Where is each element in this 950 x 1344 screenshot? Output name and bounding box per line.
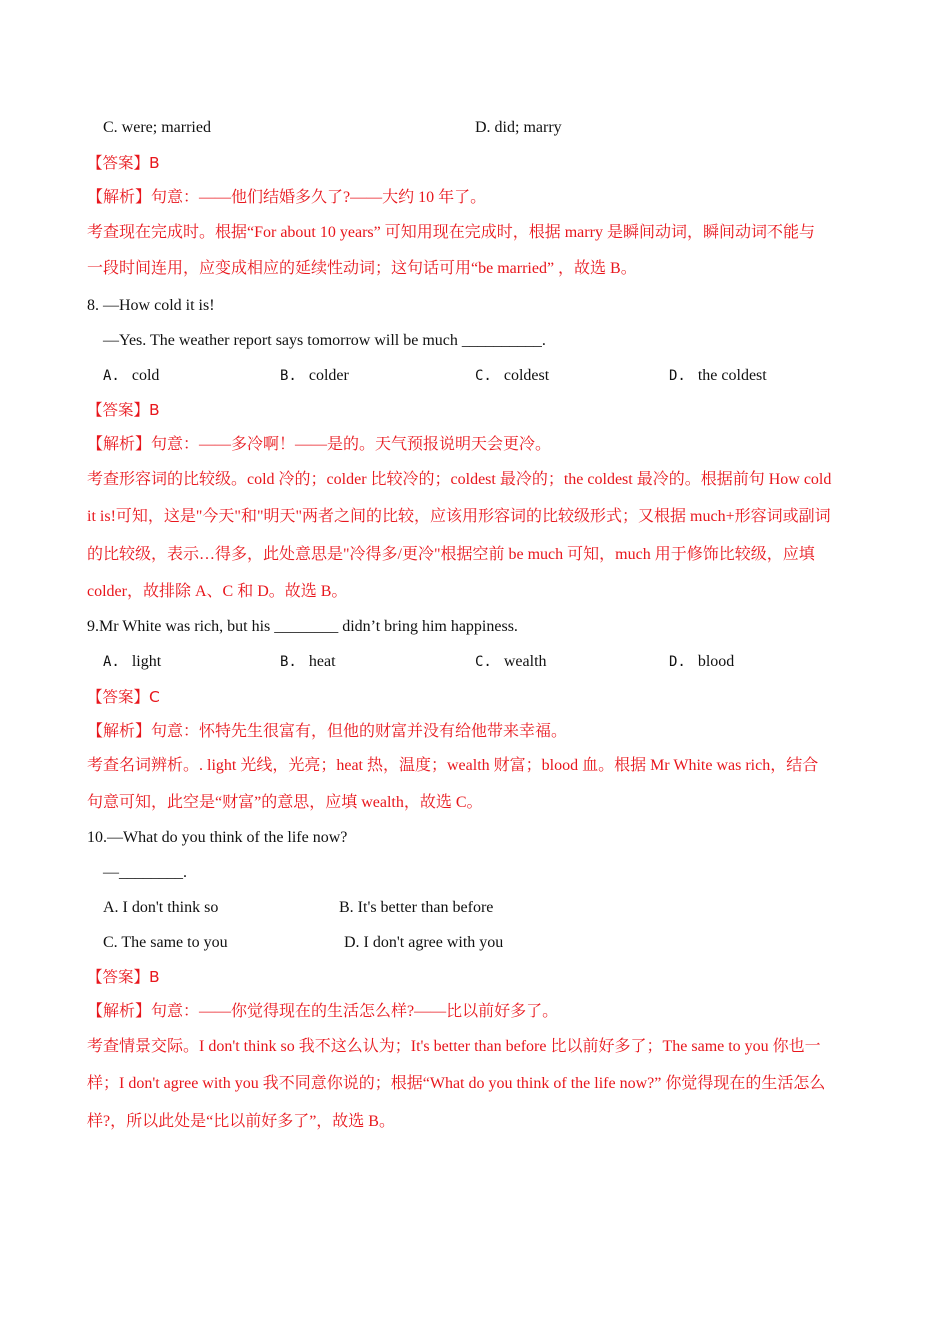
q10-option-c: C. The same to you (103, 934, 228, 951)
q8-option-a (103, 366, 159, 386)
q9-answer: 【答案】C (87, 688, 160, 706)
q9-option-d-letter: D. (669, 654, 686, 670)
q8-option-d-text: the coldest (697, 367, 767, 384)
q10-stem-line-2: —________. (103, 864, 187, 881)
q8-option-a-letter: A. (103, 368, 120, 384)
q8-option-a-text: cold (131, 367, 160, 384)
q10-option-b: B. It's better than before (339, 899, 494, 916)
q10-answer: 【答案】B (87, 968, 160, 986)
q8-option-b-letter: B. (280, 368, 297, 384)
q9-option-d-text: blood (697, 653, 735, 670)
q9-analysis-line-2: 考查名词辨析。. light 光线，光亮；heat 热，温度；wealth 财富；blood 血。根据 Mr White was rich，结合 (87, 757, 819, 774)
q7-analysis-line-3: 一段时间连用，应变成相应的延续性动词；这句话可用“be married” ，故选 B。 (87, 260, 637, 277)
q8-analysis-line-3: it is!可知，这是"今天"和"明天"两者之间的比较，应该用形容词的比较级形式；又根据 much+形容词或副词 (87, 508, 831, 525)
q8-stem-line-2: —Yes. The weather report says tomorrow will be much __________. (103, 332, 546, 349)
q10-analysis-line-4: 样?，所以此处是“比以前好多了”，故选 B。 (87, 1113, 395, 1130)
q9-analysis-line-3: 句意可知，此空是“财富”的意思，应填 wealth，故选 C。 (87, 794, 483, 811)
q8-option-c (475, 366, 549, 386)
q9-option-d (669, 652, 734, 672)
q9-option-a-letter: A. (103, 654, 120, 670)
q9-option-c-letter: C. (475, 654, 492, 670)
q9-option-a (103, 652, 161, 672)
q9-option-c (475, 652, 547, 672)
q8-option-c-letter: C. (475, 368, 492, 384)
q7-option-c: C. were; married (103, 119, 211, 136)
q10-analysis-line-2: 考查情景交际。I don't think so 我不这么认为；It's better than before 比以前好多了；The same to you 你也一 (87, 1038, 821, 1055)
q10-analysis-line-1: 【解析】句意：——你觉得现在的生活怎么样?——比以前好多了。 (87, 1003, 559, 1020)
q9-option-b (280, 652, 336, 672)
q9-option-b-letter: B. (280, 654, 297, 670)
q7-answer: 【答案】B (87, 154, 160, 172)
q8-option-c-text: coldest (503, 367, 550, 384)
q8-option-d (669, 366, 767, 386)
q10-option-a: A. I don't think so (103, 899, 219, 916)
q8-stem-line-1: 8. —How cold it is! (87, 297, 215, 314)
q9-option-a-text: light (131, 653, 162, 670)
q8-analysis-line-2: 考查形容词的比较级。cold 冷的；colder 比较冷的；coldest 最冷的；the coldest 最冷的。根据前句 How cold (87, 471, 832, 488)
q10-analysis-line-3: 样；I don't agree with you 我不同意你说的；根据“What do you think of the life now?” 你觉得现在的生活怎么 (87, 1075, 826, 1092)
q8-option-b (280, 366, 349, 386)
q8-analysis-line-5: colder，故排除 A、C 和 D。故选 B。 (87, 583, 348, 600)
q9-stem: 9.Mr White was rich, but his ________ didn’t bring him happiness. (87, 618, 518, 635)
q8-analysis-line-1: 【解析】句意：——多冷啊！——是的。天气预报说明天会更冷。 (87, 436, 552, 453)
q8-analysis-line-4: 的比较级，表示…得多，此处意思是"冷得多/更冷"根据空前 be much 可知，much 用于修饰比较级，应填 (87, 546, 815, 563)
q9-option-c-text: wealth (503, 653, 547, 670)
q9-option-b-text: heat (308, 653, 336, 670)
q7-analysis-line-2: 考查现在完成时。根据“For about 10 years” 可知用现在完成时，根据 marry 是瞬间动词，瞬间动词不能与 (87, 224, 815, 241)
q10-stem-line-1: 10.—What do you think of the life now? (87, 829, 348, 846)
q9-analysis-line-1: 【解析】句意：怀特先生很富有，但他的财富并没有给他带来幸福。 (87, 723, 568, 740)
q7-analysis-line-1: 【解析】句意：——他们结婚多久了?——大约 10 年了。 (87, 189, 487, 206)
q10-option-d: D. I don't agree with you (344, 934, 504, 951)
q8-answer: 【答案】B (87, 401, 160, 419)
q8-option-d-letter: D. (669, 368, 686, 384)
q8-option-b-text: colder (308, 367, 349, 384)
q7-option-d: D. did; marry (475, 119, 562, 136)
